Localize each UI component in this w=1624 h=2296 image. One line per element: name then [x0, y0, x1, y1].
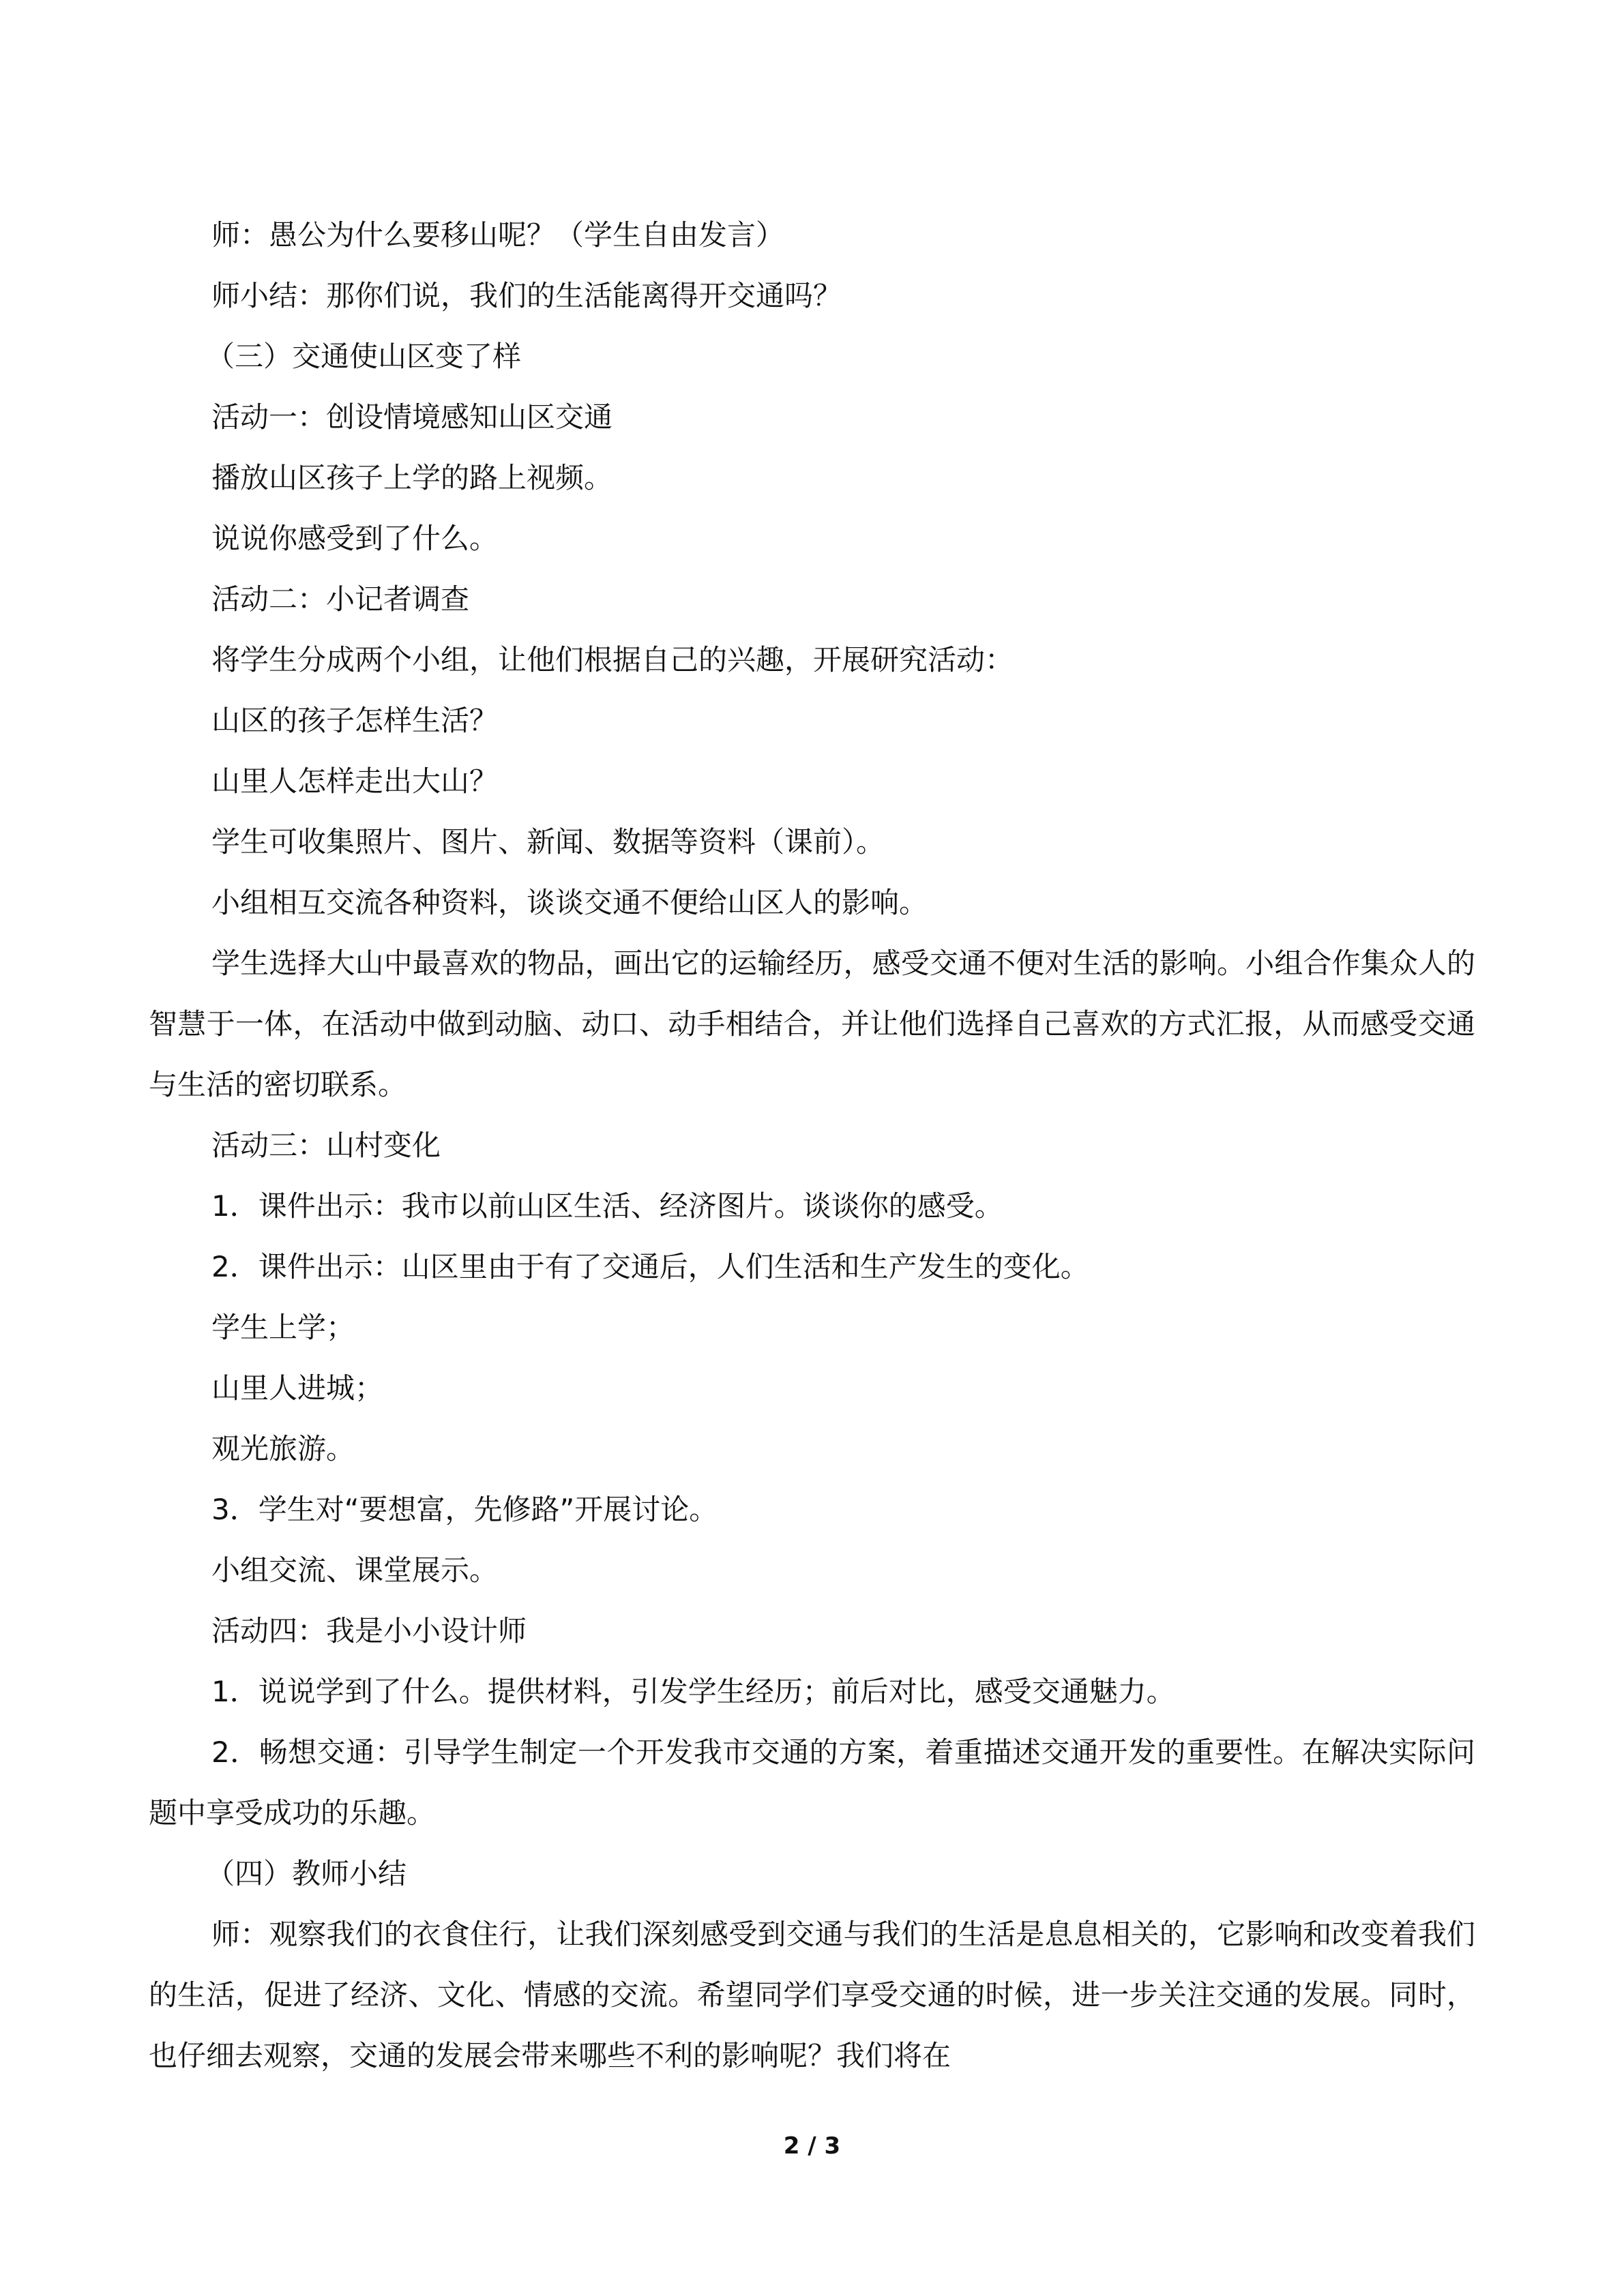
- paragraph: 播放山区孩子上学的路上视频。: [211, 461, 613, 494]
- document-body: [149, 205, 1475, 2086]
- section-heading: （三）交通使山区变了样: [206, 340, 522, 373]
- paragraph: 1．课件出示：我市以前山区生活、经济图片。谈谈你的感受。: [211, 1189, 1003, 1223]
- paragraph: 山里人怎样走出大山？: [211, 764, 499, 798]
- paragraph: 1．说说学到了什么。提供材料，引发学生经历；前后对比，感受交通魅力。: [211, 1675, 1175, 1708]
- section-heading: （四）教师小结: [206, 1857, 407, 1890]
- paragraph: 2．课件出示：山区里由于有了交通后，人们生活和生产发生的变化。: [211, 1250, 1089, 1283]
- paragraph: 说说你感受到了什么。: [211, 522, 499, 555]
- paragraph: 2．畅想交通：引导学生制定一个开发我市交通的方案，着重描述交通开发的重要性。在解决实际问题中享受成功的乐趣。: [149, 1735, 1475, 1830]
- paragraph: 小组交流、课堂展示。: [211, 1553, 499, 1587]
- paragraph: 师：愚公为什么要移山呢？（学生自由发言）: [211, 218, 785, 252]
- paragraph: 学生选择大山中最喜欢的物品，画出它的运输经历，感受交通不便对生活的影响。小组合作集众人的智慧于一体，在活动中做到动脑、动口、动手相结合，并让他们选择自己喜欢的方式汇报，从而感受交通与生活的密切联系。: [149, 946, 1475, 1101]
- paragraph: 学生上学；: [211, 1311, 355, 1344]
- paragraph: 山里人进城；: [211, 1371, 384, 1405]
- paragraph: 活动三：山村变化: [211, 1129, 441, 1162]
- paragraph: 师小结：那你们说，我们的生活能离得开交通吗？: [211, 279, 842, 312]
- paragraph: 将学生分成两个小组，让他们根据自己的兴趣，开展研究活动：: [211, 643, 1014, 676]
- paragraph: 活动二：小记者调查: [211, 582, 470, 616]
- paragraph: 3．学生对“要想富，先修路”开展讨论。: [211, 1493, 718, 1526]
- paragraph: 活动一：创设情境感知山区交通: [211, 400, 613, 434]
- paragraph: 活动四：我是小小设计师: [211, 1614, 527, 1648]
- paragraph: 师：观察我们的衣食住行，让我们深刻感受到交通与我们的生活是息息相关的，它影响和改变着我们的生活，促进了经济、文化、情感的交流。希望同学们享受交通的时候，进一步关注交通的发展。同时，也仔细去观察，交通的发展会带来哪些不利的影响呢？我们将在: [149, 1918, 1475, 2072]
- paragraph: 山区的孩子怎样生活？: [211, 704, 499, 737]
- paragraph: 学生可收集照片、图片、新闻、数据等资料（课前）。: [211, 825, 885, 859]
- paragraph: 小组相互交流各种资料，谈谈交通不便给山区人的影响。: [211, 886, 928, 919]
- paragraph: 观光旅游。: [211, 1432, 355, 1465]
- page-number: 2 / 3: [783, 2132, 841, 2160]
